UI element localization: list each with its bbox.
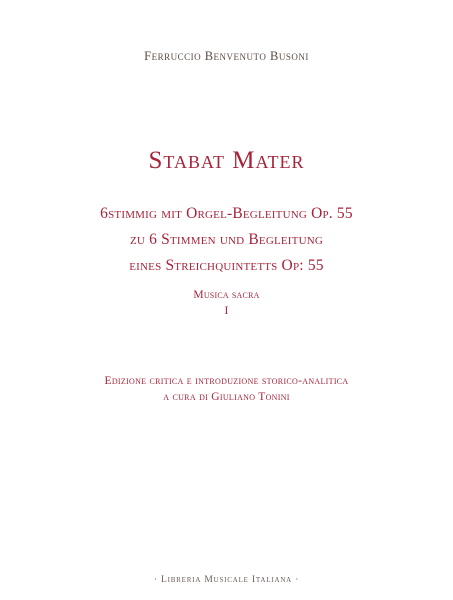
author-name: Ferruccio Benvenuto Busoni <box>144 49 309 63</box>
subtitle-line-1: 6stimmig mit Orgel-Begleitung Op. 55 <box>100 205 353 222</box>
work-title: Stabat Mater <box>148 147 305 174</box>
edition-line-2: a cura di Giuliano Tonini <box>163 391 290 403</box>
series-name: Musica sacra <box>193 289 260 301</box>
edition-line-1: Edizione critica e introduzione storico-analitica <box>104 375 349 387</box>
subtitle-line-3: eines Streichquintetts Op: 55 <box>129 257 324 274</box>
publisher-name: · Libreria Musicale Italiana · <box>153 575 300 585</box>
series-number: I <box>224 305 229 317</box>
subtitle-line-2: zu 6 Stimmen und Begleitung <box>129 231 324 248</box>
